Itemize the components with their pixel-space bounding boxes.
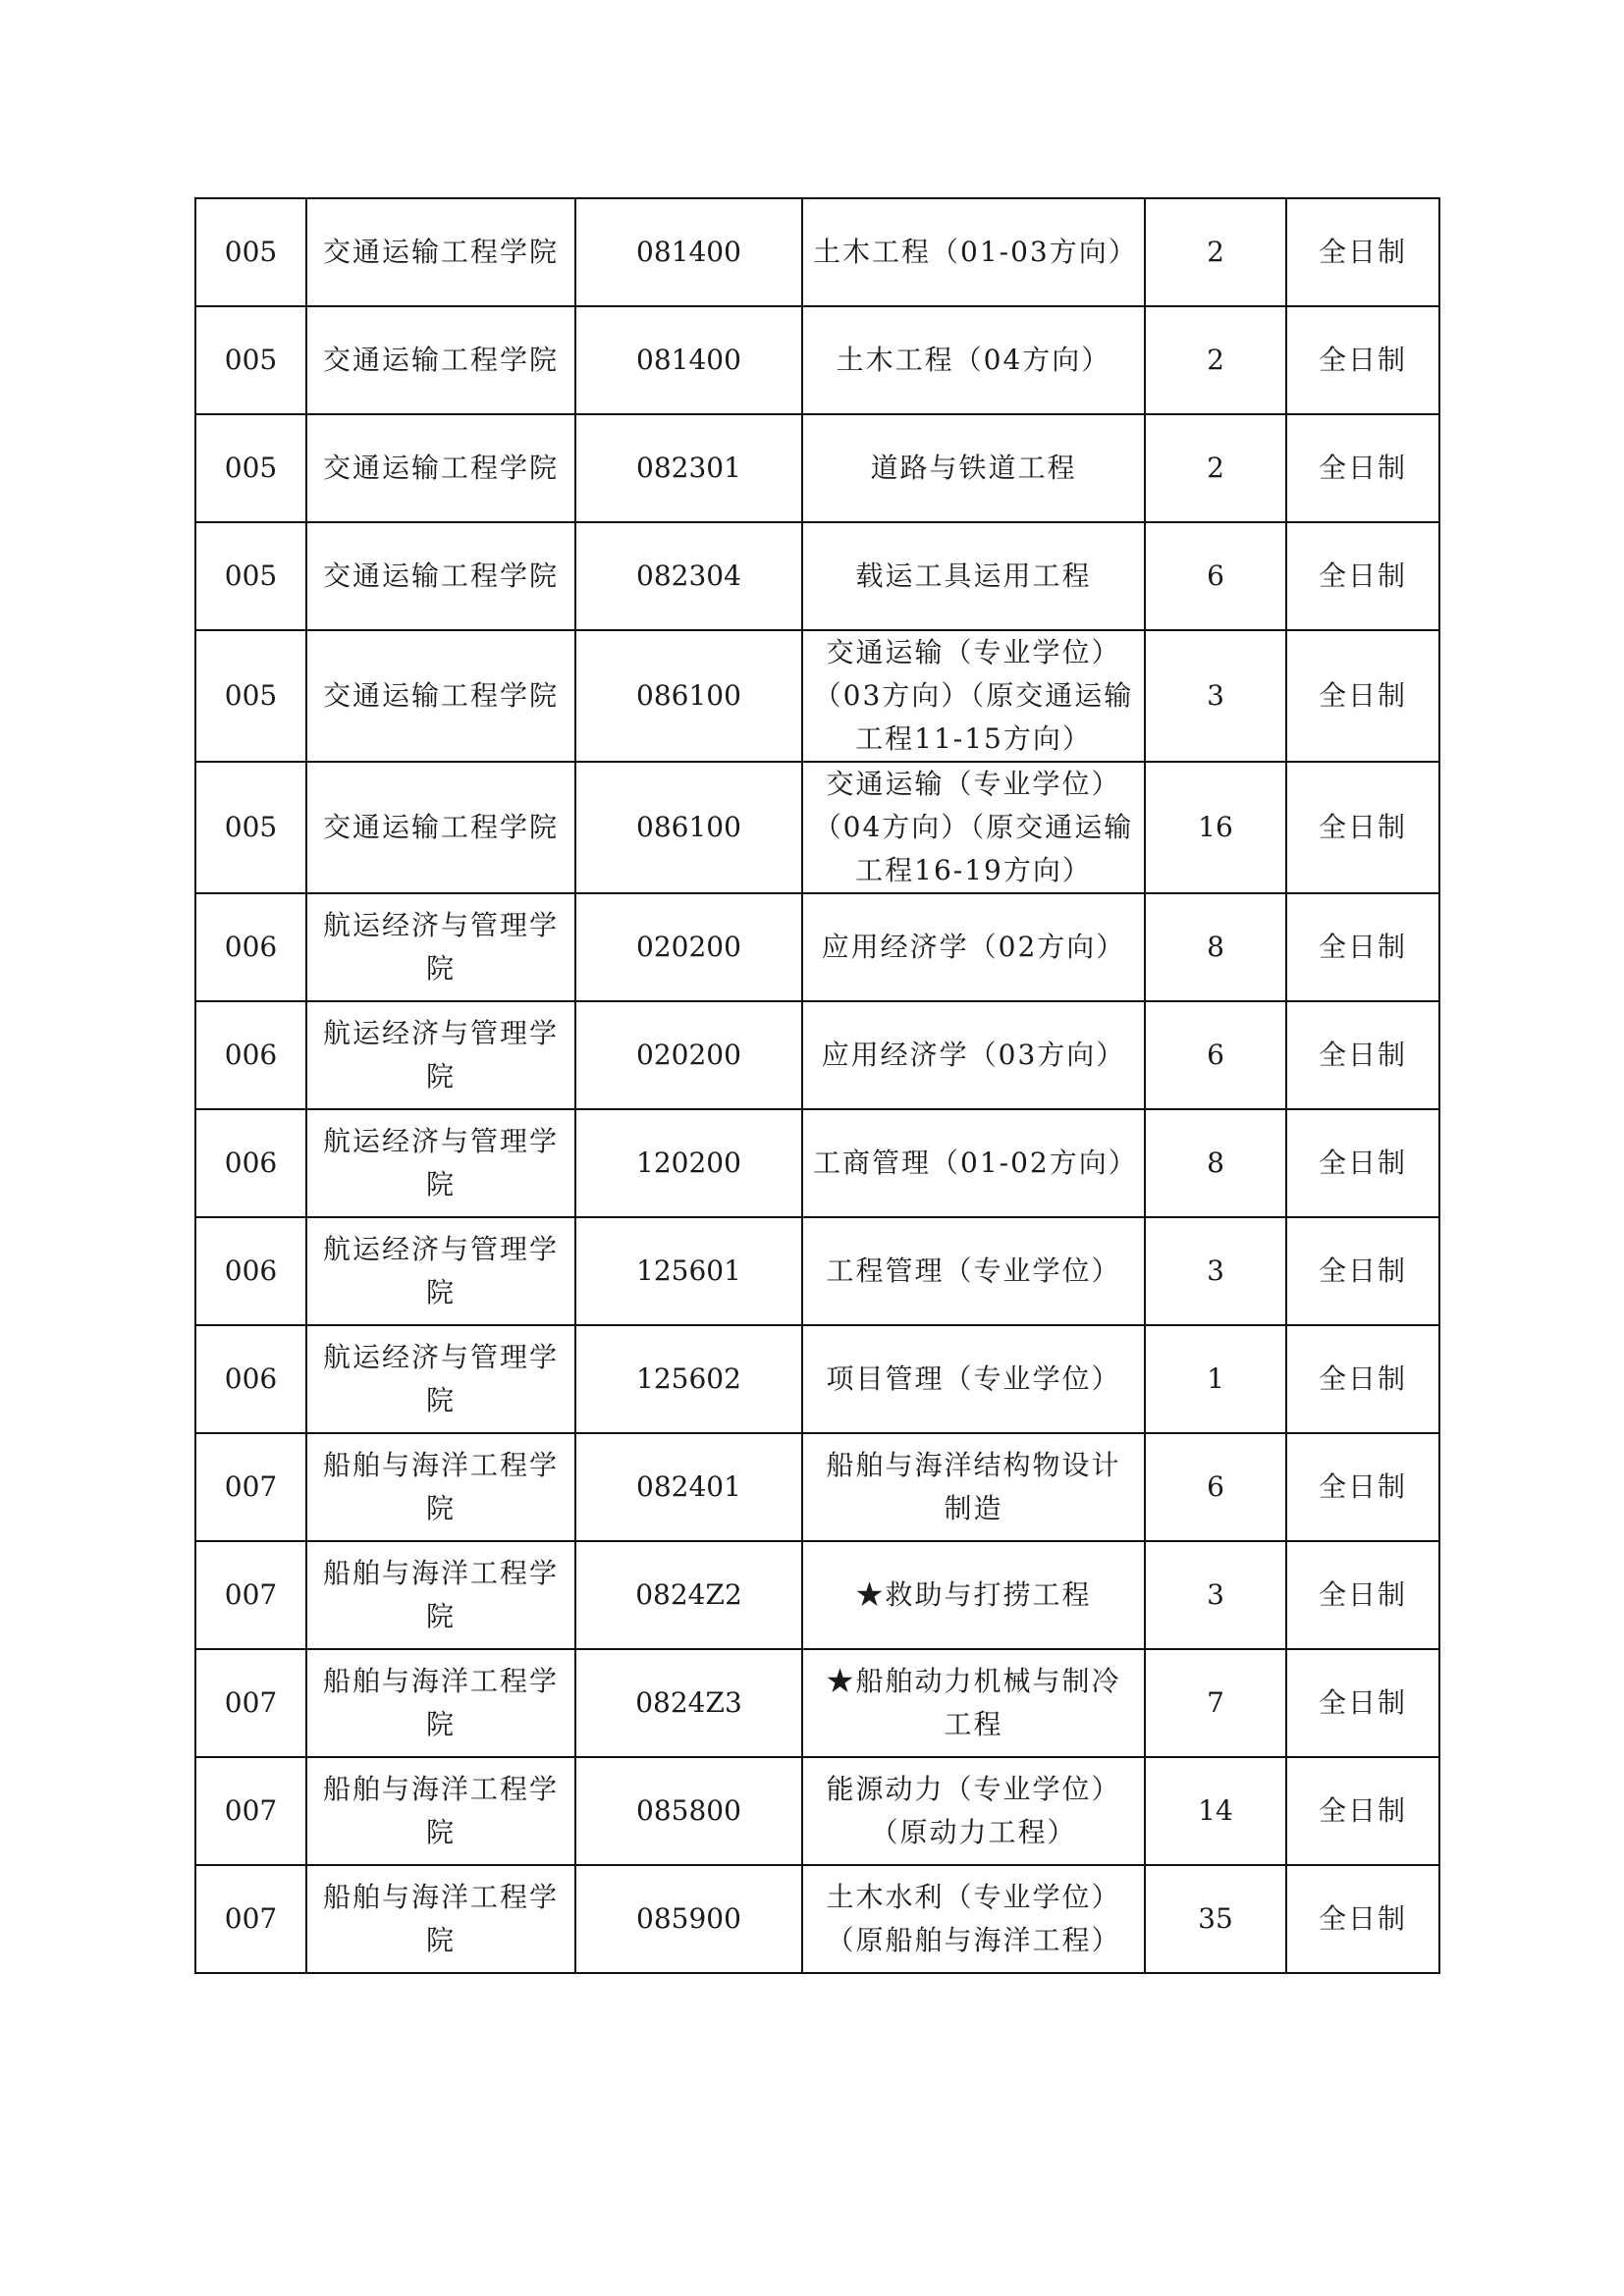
college-name-cell: 船舶与海洋工程学院 [306,1649,575,1757]
college-code-cell: 005 [195,522,306,630]
quota-cell: 2 [1145,306,1286,414]
major-code-cell: 085900 [575,1865,802,1973]
college-code-cell: 007 [195,1865,306,1973]
major-name-cell: 船舶与海洋结构物设计制造 [802,1433,1145,1541]
college-name-cell: 航运经济与管理学院 [306,893,575,1001]
major-code-cell: 125601 [575,1217,802,1325]
major-name-cell: ★救助与打捞工程 [802,1541,1145,1649]
major-name-cell: 工商管理（01-02方向） [802,1109,1145,1217]
college-code-cell: 007 [195,1541,306,1649]
major-code-cell: 082301 [575,414,802,522]
college-code-cell: 006 [195,1325,306,1433]
major-code-cell: 020200 [575,1001,802,1109]
quota-cell: 7 [1145,1649,1286,1757]
major-name-cell: 道路与铁道工程 [802,414,1145,522]
study-mode-cell: 全日制 [1286,630,1439,762]
major-code-cell: 086100 [575,762,802,893]
college-code-cell: 005 [195,630,306,762]
major-code-cell: 0824Z3 [575,1649,802,1757]
study-mode-cell: 全日制 [1286,1217,1439,1325]
college-code-cell: 006 [195,1217,306,1325]
table-row [195,414,1439,522]
table-row [195,893,1439,1001]
study-mode-cell: 全日制 [1286,1541,1439,1649]
major-name-cell: 土木工程（01-03方向） [802,198,1145,306]
quota-cell: 14 [1145,1757,1286,1865]
major-code-cell: 082401 [575,1433,802,1541]
college-code-cell: 005 [195,762,306,893]
quota-cell: 2 [1145,414,1286,522]
table-row [195,1109,1439,1217]
college-name-cell: 船舶与海洋工程学院 [306,1433,575,1541]
major-name-cell: 土木工程（04方向） [802,306,1145,414]
major-code-cell: 0824Z2 [575,1541,802,1649]
college-name-cell: 交通运输工程学院 [306,630,575,762]
college-code-cell: 005 [195,198,306,306]
college-name-cell: 航运经济与管理学院 [306,1217,575,1325]
study-mode-cell: 全日制 [1286,306,1439,414]
college-name-cell: 交通运输工程学院 [306,414,575,522]
major-name-cell: 项目管理（专业学位） [802,1325,1145,1433]
quota-cell: 6 [1145,1001,1286,1109]
study-mode-cell: 全日制 [1286,414,1439,522]
major-code-cell: 020200 [575,893,802,1001]
table-row [195,306,1439,414]
college-name-cell: 航运经济与管理学院 [306,1325,575,1433]
college-code-cell: 005 [195,414,306,522]
major-code-cell: 085800 [575,1757,802,1865]
major-code-cell: 125602 [575,1325,802,1433]
major-name-cell: 交通运输（专业学位）（03方向）（原交通运输工程11-15方向） [802,630,1145,762]
major-code-cell: 081400 [575,306,802,414]
major-code-cell: 082304 [575,522,802,630]
college-code-cell: 007 [195,1433,306,1541]
quota-cell: 3 [1145,1541,1286,1649]
study-mode-cell: 全日制 [1286,1109,1439,1217]
study-mode-cell: 全日制 [1286,522,1439,630]
college-code-cell: 006 [195,893,306,1001]
table-row [195,1325,1439,1433]
college-name-cell: 航运经济与管理学院 [306,1109,575,1217]
major-name-cell: 载运工具运用工程 [802,522,1145,630]
major-name-cell: 土木水利（专业学位）（原船舶与海洋工程） [802,1865,1145,1973]
quota-cell: 1 [1145,1325,1286,1433]
table-row [195,522,1439,630]
major-name-cell: 工程管理（专业学位） [802,1217,1145,1325]
quota-cell: 3 [1145,630,1286,762]
quota-cell: 6 [1145,1433,1286,1541]
college-name-cell: 船舶与海洋工程学院 [306,1541,575,1649]
table-row [195,1649,1439,1757]
quota-cell: 35 [1145,1865,1286,1973]
major-name-cell: ★船舶动力机械与制冷工程 [802,1649,1145,1757]
major-code-cell: 086100 [575,630,802,762]
college-name-cell: 航运经济与管理学院 [306,1001,575,1109]
major-name-cell: 交通运输（专业学位）（04方向）（原交通运输工程16-19方向） [802,762,1145,893]
enrollment-table [194,197,1440,1974]
study-mode-cell: 全日制 [1286,893,1439,1001]
study-mode-cell: 全日制 [1286,1757,1439,1865]
college-name-cell: 船舶与海洋工程学院 [306,1865,575,1973]
quota-cell: 2 [1145,198,1286,306]
major-name-cell: 应用经济学（03方向） [802,1001,1145,1109]
quota-cell: 16 [1145,762,1286,893]
study-mode-cell: 全日制 [1286,1433,1439,1541]
study-mode-cell: 全日制 [1286,1649,1439,1757]
college-name-cell: 交通运输工程学院 [306,522,575,630]
table-row [195,762,1439,893]
college-code-cell: 007 [195,1649,306,1757]
quota-cell: 3 [1145,1217,1286,1325]
table-row [195,1865,1439,1973]
quota-cell: 8 [1145,893,1286,1001]
quota-cell: 8 [1145,1109,1286,1217]
college-name-cell: 交通运输工程学院 [306,198,575,306]
table-row [195,1217,1439,1325]
college-code-cell: 006 [195,1001,306,1109]
table-row [195,198,1439,306]
study-mode-cell: 全日制 [1286,762,1439,893]
study-mode-cell: 全日制 [1286,1865,1439,1973]
major-name-cell: 能源动力（专业学位）（原动力工程） [802,1757,1145,1865]
college-name-cell: 交通运输工程学院 [306,306,575,414]
table-row [195,1001,1439,1109]
college-code-cell: 006 [195,1109,306,1217]
study-mode-cell: 全日制 [1286,1001,1439,1109]
table-row [195,1757,1439,1865]
table-row [195,1541,1439,1649]
college-name-cell: 船舶与海洋工程学院 [306,1757,575,1865]
study-mode-cell: 全日制 [1286,1325,1439,1433]
college-code-cell: 007 [195,1757,306,1865]
major-name-cell: 应用经济学（02方向） [802,893,1145,1001]
quota-cell: 6 [1145,522,1286,630]
table-row [195,1433,1439,1541]
college-name-cell: 交通运输工程学院 [306,762,575,893]
major-code-cell: 120200 [575,1109,802,1217]
college-code-cell: 005 [195,306,306,414]
study-mode-cell: 全日制 [1286,198,1439,306]
table-row [195,630,1439,762]
major-code-cell: 081400 [575,198,802,306]
